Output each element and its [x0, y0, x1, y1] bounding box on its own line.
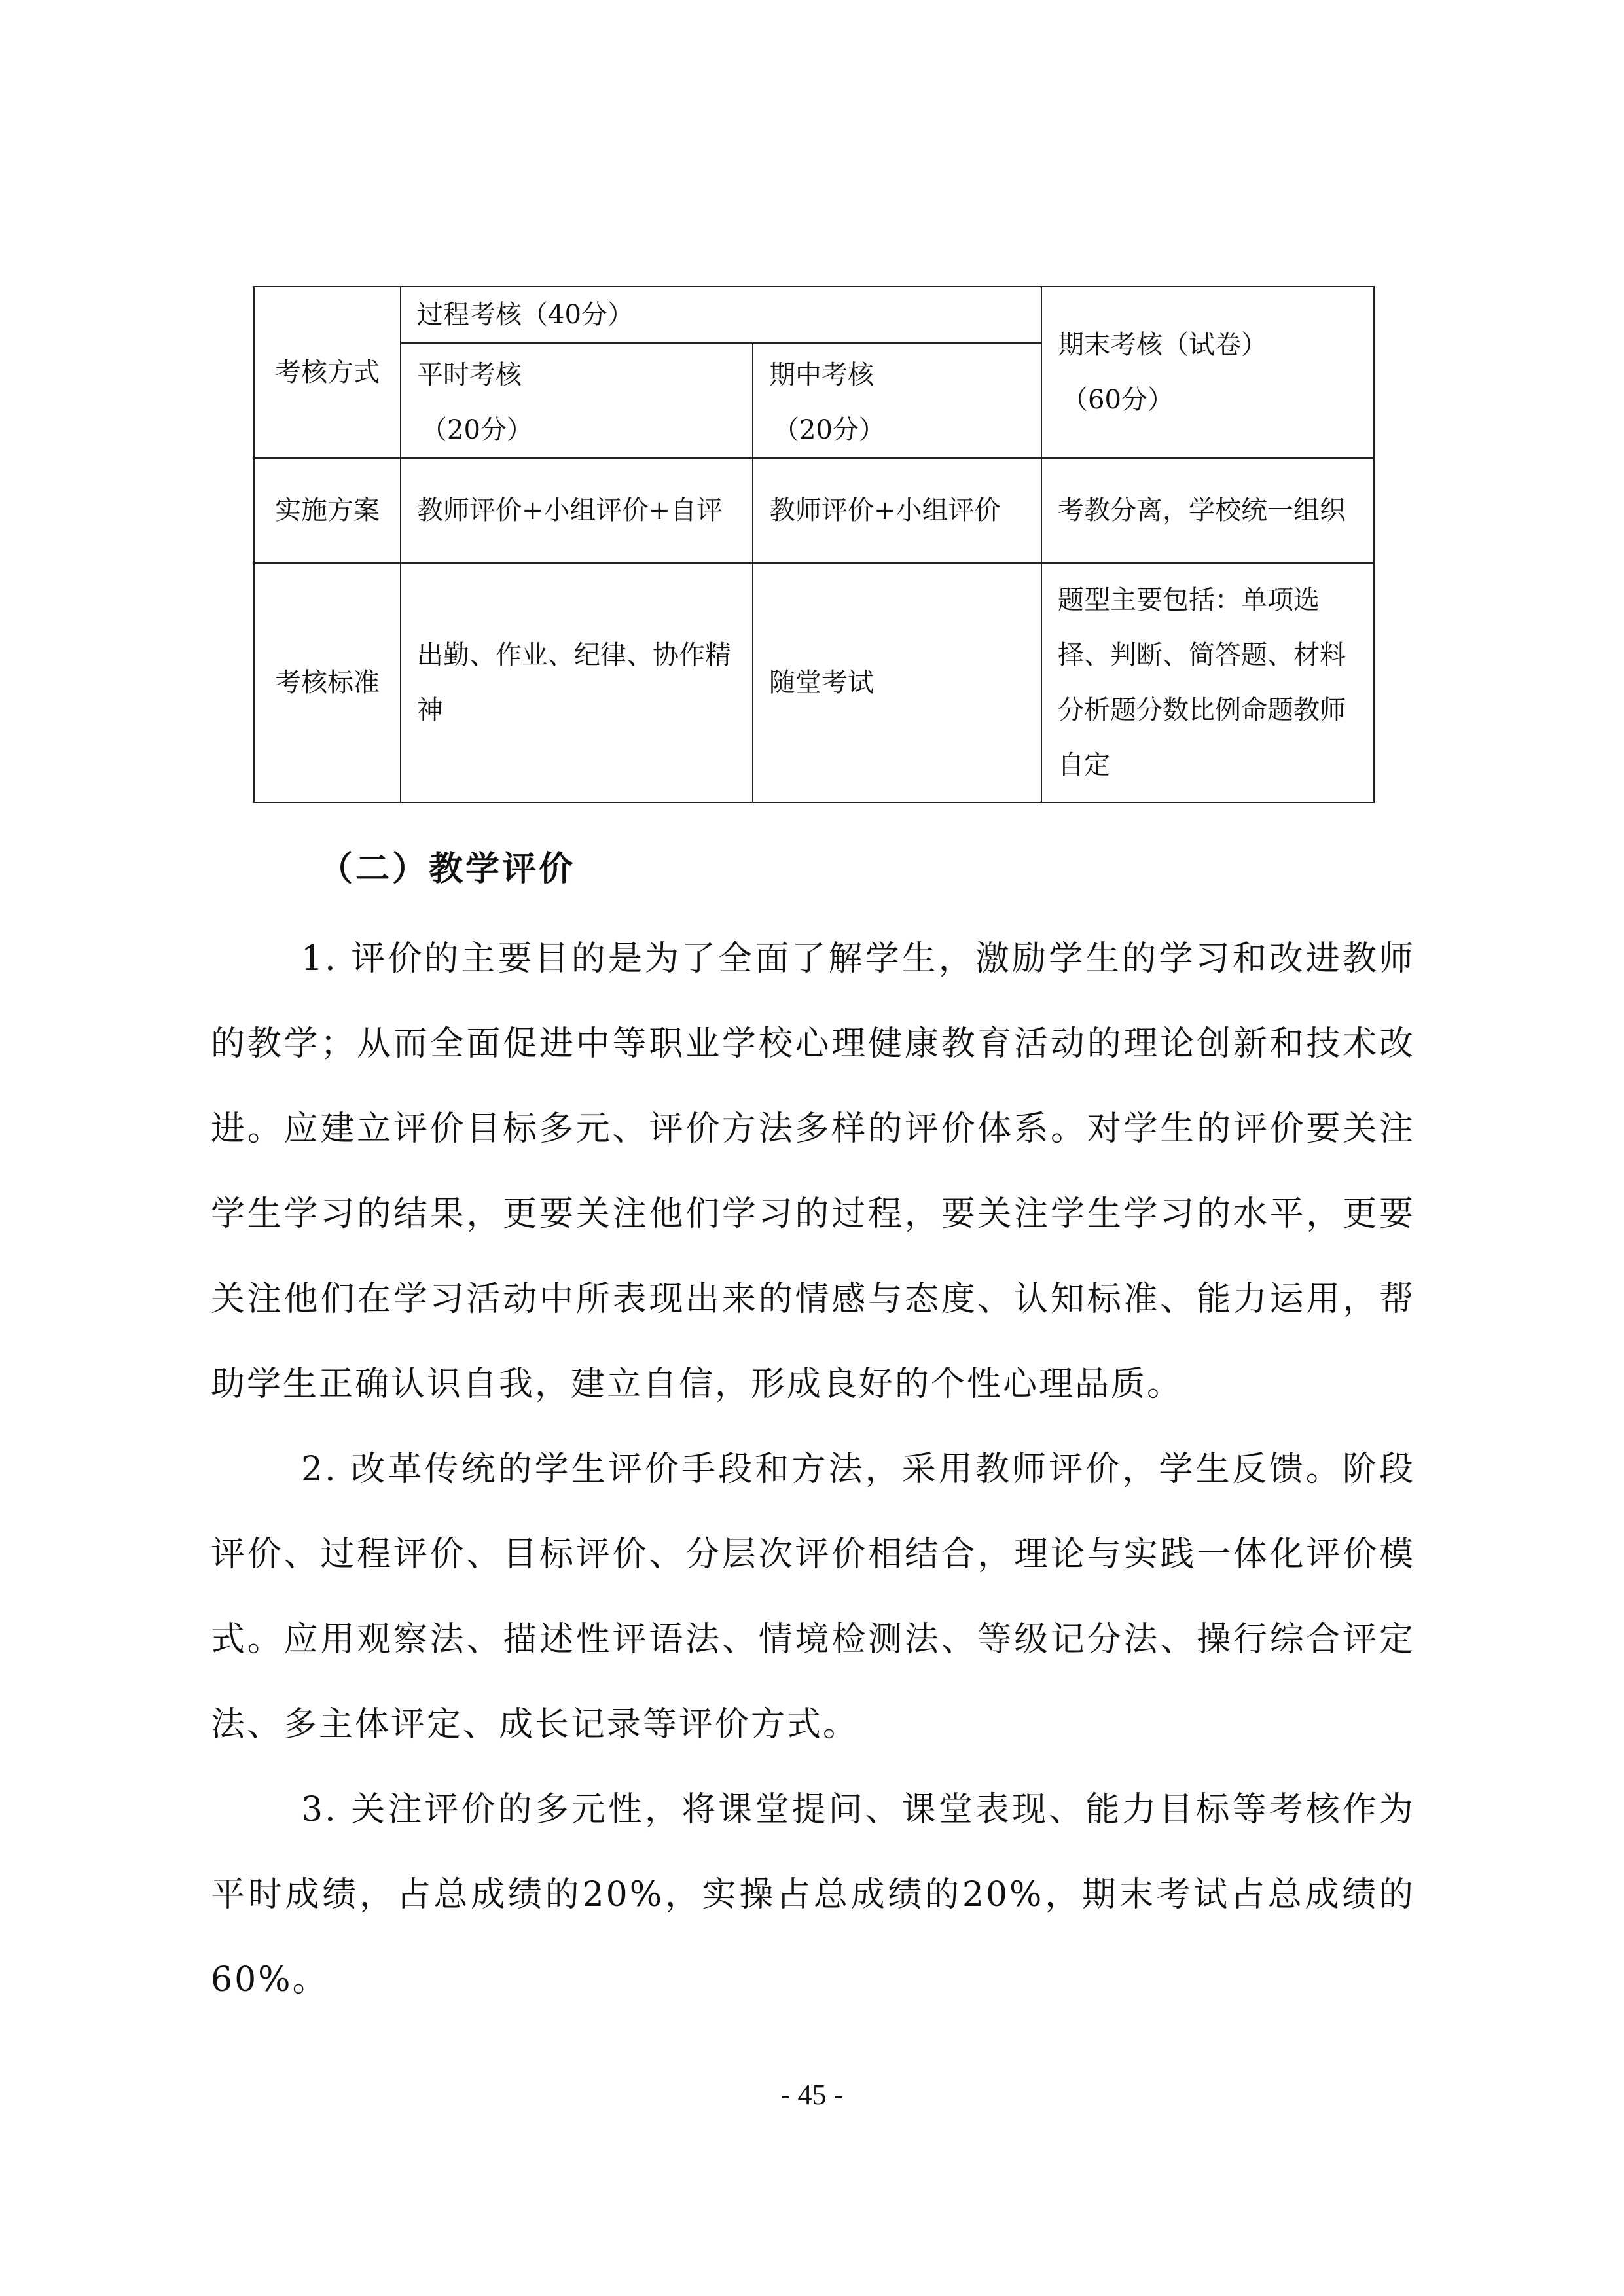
- final-exam-header: [1041, 287, 1374, 458]
- section-heading: （二）教学评价: [319, 850, 576, 889]
- paragraph-3: 3. 关注评价的多元性，将课堂提问、课堂表现、能力目标等考核作为平时成绩，占总成绩的20%，实操占总成绩的20%，期末考试占总成绩的60%。: [211, 1790, 1415, 2000]
- standard-final: 题型主要包括：单项选择、判断、简答题、材料分析题分数比例命题教师自定: [1041, 563, 1374, 802]
- row-label-standard: 考核标准: [254, 563, 401, 802]
- final-exam-score: （60分）: [1062, 385, 1174, 415]
- process-assessment-header: 过程考核（40分）: [401, 287, 1041, 343]
- standard-midterm: 随堂考试: [753, 563, 1041, 802]
- plan-midterm: 教师评价+小组评价: [753, 458, 1041, 563]
- page-number: - 45 -: [780, 2079, 844, 2111]
- regular-assessment-title: 平时考核: [417, 360, 522, 390]
- regular-assessment-header: [401, 343, 753, 458]
- paragraph-2: 2. 改革传统的学生评价手段和方法，采用教师评价，学生反馈。阶段评价、过程评价、目标评价、分层次评价相结合，理论与实践一体化评价模式。应用观察法、描述性评语法、情境检测法、等级记分法、操行综合评定法、多主体评定、成长记录等评价方式。: [211, 1450, 1415, 1744]
- midterm-assessment-header: [753, 343, 1041, 458]
- paragraph-1: 1. 评价的主要目的是为了全面了解学生，激励学生的学习和改进教师的教学；从而全面促进中等职业学校心理健康教育活动的理论创新和技术改进。应建立评价目标多元、评价方法多样的评价体系。对学生的评价要关注学生学习的结果，更要关注他们学习的过程，要关注学生学习的水平，更要关注他们在学习活动中所表现出来的情感与态度、认知标准、能力运用，帮助学生正确认识自我，建立自信，形成良好的个性心理品质。: [211, 939, 1415, 1404]
- final-exam-title: 期末考核（试卷）: [1058, 330, 1267, 360]
- plan-regular: 教师评价+小组评价+自评: [401, 458, 753, 563]
- regular-assessment-score: （20分）: [421, 415, 533, 445]
- assessment-table: [253, 286, 1375, 803]
- standard-regular: 出勤、作业、纪律、协作精神: [401, 563, 753, 802]
- midterm-assessment-score: （20分）: [773, 415, 885, 445]
- midterm-assessment-title: 期中考核: [769, 360, 874, 390]
- row-label-plan: 实施方案: [254, 458, 401, 563]
- plan-final: 考教分离，学校统一组织: [1041, 458, 1374, 563]
- row-label-method: 考核方式: [254, 287, 401, 458]
